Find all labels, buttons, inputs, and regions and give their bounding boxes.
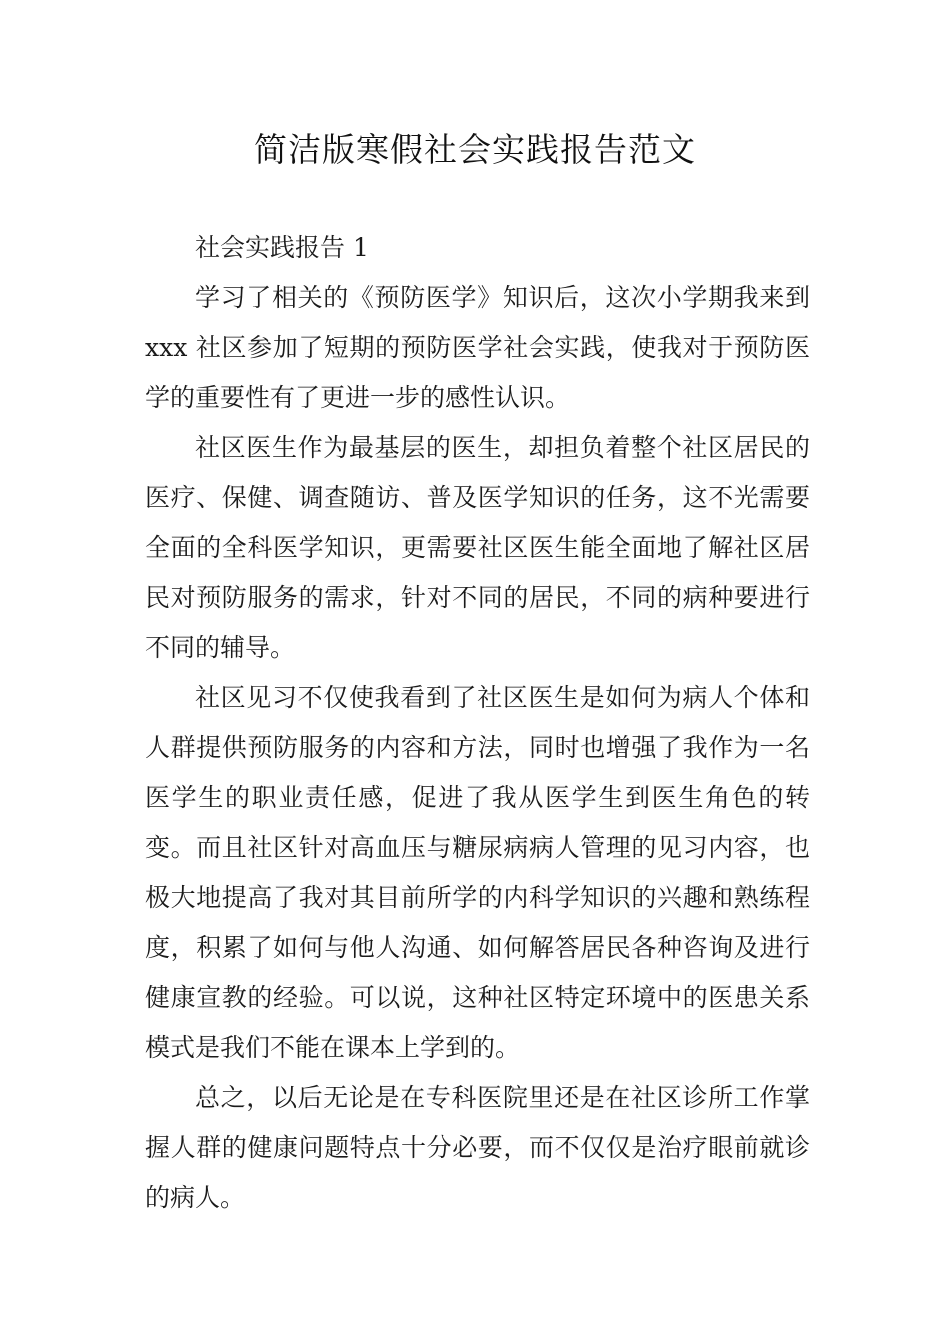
document-title: 简洁版寒假社会实践报告范文: [254, 130, 696, 169]
paragraph: 社区医生作为最基层的医生，却担负着整个社区居民的医疗、保健、调查随访、普及医学知识的任务，这不光需要全面的全科医学知识，更需要社区医生能全面地了解社区居民对预防服务的需求，针对不同的居民，不同的病种要进行不同的辅导。: [145, 433, 810, 662]
document-body: [145, 223, 810, 1223]
paragraph: 学习了相关的《预防医学》知识后，这次小学期我来到 xxx 社区参加了短期的预防医学社会实践，使我对于预防医学的重要性有了更进一步的感性认识。: [145, 283, 810, 412]
paragraph: 社区见习不仅使我看到了社区医生是如何为病人个体和人群提供预防服务的内容和方法，同时也增强了我作为一名医学生的职业责任感，促进了我从医学生到医生角色的转变。而且社区针对高血压与糖尿病病人管理的见习内容，也极大地提高了我对其目前所学的内科学知识的兴趣和熟练程度，积累了如何与他人沟通、如何解答居民各种咨询及进行健康宣教的经验。可以说，这种社区特定环境中的医患关系模式是我们不能在课本上学到的。: [145, 683, 810, 1062]
paragraph: 总之，以后无论是在专科医院里还是在社区诊所工作掌握人群的健康问题特点十分必要，而不仅仅是治疗眼前就诊的病人。: [145, 1083, 810, 1212]
section-heading: 社会实践报告 1: [195, 233, 369, 262]
